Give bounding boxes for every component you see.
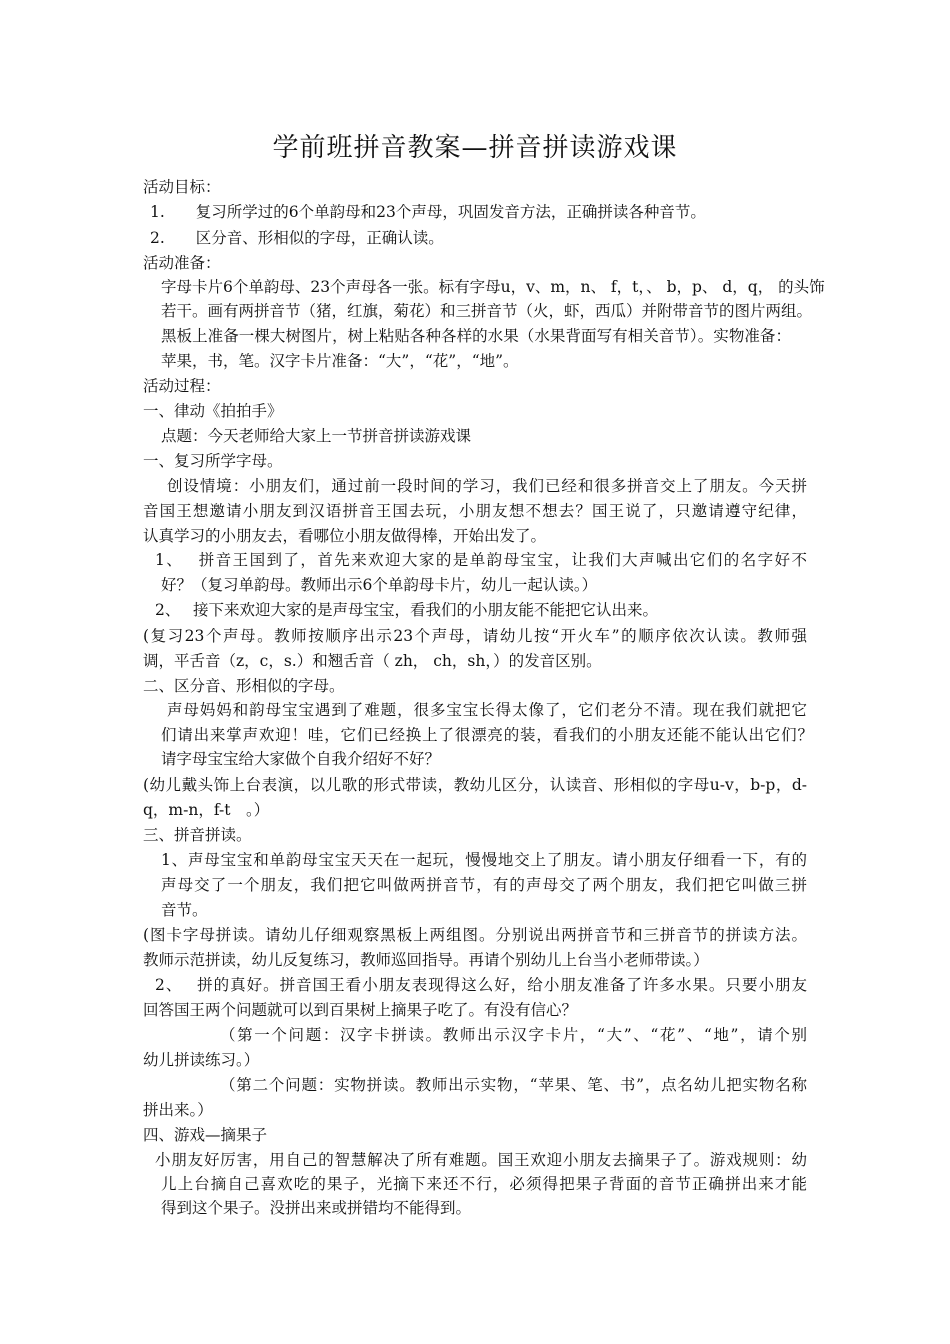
body-line: （第二个问题：实物拼读。教师出示实物，“苹果、笔、书”，点名幼儿把实物名称: [220, 1076, 807, 1094]
body-line: 2、 接下来欢迎大家的是声母宝宝，看我们的小朋友能不能把它认出来。: [155, 601, 659, 619]
body-line: 请字母宝宝给大家做个自我介绍好不好？: [161, 750, 441, 768]
body-line: （第一个问题：汉字卡拼读。教师出示汉字卡片，“大”、“花”、“地”，请个别: [220, 1026, 807, 1044]
body-line: 活动过程：: [143, 377, 221, 395]
body-line: 四、游戏—摘果子: [143, 1126, 268, 1144]
body-line: 1. 复习所学过的6个单韵母和23个声母，巩固发音方法，正确拼读各种音节。: [150, 203, 706, 221]
body-line: 得到这个果子。没拼出来或拼错均不能得到。: [161, 1199, 472, 1217]
body-line: q，m-n，f-t 。）: [143, 801, 270, 819]
body-line: 字母卡片6个单韵母、23个声母各一张。标有字母u，v、m，n、 f，t，、 b，p、 d，q， 的头饰: [161, 278, 825, 296]
body-line: 二、区分音、形相似的字母。: [143, 677, 345, 695]
body-line: 活动准备：: [143, 254, 221, 272]
body-line: 三、拼音拼读。: [143, 826, 252, 844]
body-line: (幼儿戴头饰上台表演，以儿歌的形式带读，教幼儿区分，认读音、形相似的字母u-v，b-p，d-: [143, 776, 807, 794]
body-line: 音国王想邀请小朋友到汉语拼音王国去玩，小朋友想不想去？国王说了，只邀请遵守纪律，: [143, 502, 807, 520]
body-line: (复习23个声母。教师按顺序出示23个声母，请幼儿按“开火车”的顺序依次认读。教师强: [143, 627, 807, 645]
body-line: 音节。: [161, 901, 208, 919]
body-line: 好？（复习单韵母。教师出示6个单韵母卡片，幼儿一起认读。）: [161, 576, 598, 594]
body-line: 拼出来。）: [143, 1101, 213, 1119]
body-line: 认真学习的小朋友去，看哪位小朋友做得棒，开始出发了。: [143, 527, 547, 545]
body-line: (图卡字母拼读。请幼儿仔细观察黑板上两组图。分别说出两拼音节和三拼音节的拼读方法。: [143, 926, 807, 944]
body-line: 一、律动《拍拍手》: [143, 402, 283, 420]
document-title: 学前班拼音教案—拼音拼读游戏课: [272, 133, 678, 163]
body-line: 1、声母宝宝和单韵母宝宝天天在一起玩，慢慢地交上了朋友。请小朋友仔细看一下，有的: [161, 851, 807, 869]
body-line: 小朋友好厉害，用自己的智慧解决了所有难题。国王欢迎小朋友去摘果子了。游戏规则：幼: [155, 1151, 807, 1169]
body-line: 活动目标：: [143, 178, 221, 196]
body-line: 2、 拼的真好。拼音国王看小朋友表现得这么好，给小朋友准备了许多水果。只要小朋友: [155, 976, 807, 994]
body-line: 幼儿拼读练习。）: [143, 1051, 260, 1069]
body-line: 苹果，书，笔。汉字卡片准备：“大”，“花”，“地”。: [161, 352, 519, 370]
body-line: 2. 区分音、形相似的字母，正确认读。: [150, 229, 444, 247]
body-line: 们请出来掌声欢迎！哇，它们已经换上了很漂亮的装，看我们的小朋友还能不能认出它们？: [161, 726, 813, 744]
body-line: 若干。画有两拼音节（猪，红旗，菊花）和三拼音节（火，虾，西瓜）并附带音节的图片两组。: [161, 302, 813, 320]
body-line: 调，平舌音（z，c，s.）和翘舌音（ zh， ch，sh，）的发音区别。: [143, 652, 602, 670]
body-line: 教师示范拼读，幼儿反复练习，教师巡回指导。再请个别幼儿上台当小老师带读。）: [143, 951, 709, 969]
body-line: 一、复习所学字母。: [143, 452, 283, 470]
body-line: 声母妈妈和韵母宝宝遇到了难题，很多宝宝长得太像了，它们老分不清。现在我们就把它: [167, 701, 807, 719]
body-line: 创设情境：小朋友们，通过前一段时间的学习，我们已经和很多拼音交上了朋友。今天拼: [167, 477, 807, 495]
body-line: 声母交了一个朋友，我们把它叫做两拼音节，有的声母交了两个朋友，我们把它叫做三拼: [161, 876, 807, 894]
body-line: 黑板上准备一棵大树图片，树上粘贴各种各样的水果（水果背面写有相关音节）。实物准备：: [161, 327, 791, 345]
body-line: 回答国王两个问题就可以到百果树上摘果子吃了。有没有信心？: [143, 1001, 578, 1019]
body-line: 儿上台摘自己喜欢吃的果子，光摘下来还不行，必须得把果子背面的音节正确拼出来才能: [161, 1175, 807, 1193]
body-line: 1、 拼音王国到了，首先来欢迎大家的是单韵母宝宝，让我们大声喊出它们的名字好不: [155, 551, 807, 569]
body-line: 点题：今天老师给大家上一节拼音拼读游戏课: [161, 427, 472, 445]
